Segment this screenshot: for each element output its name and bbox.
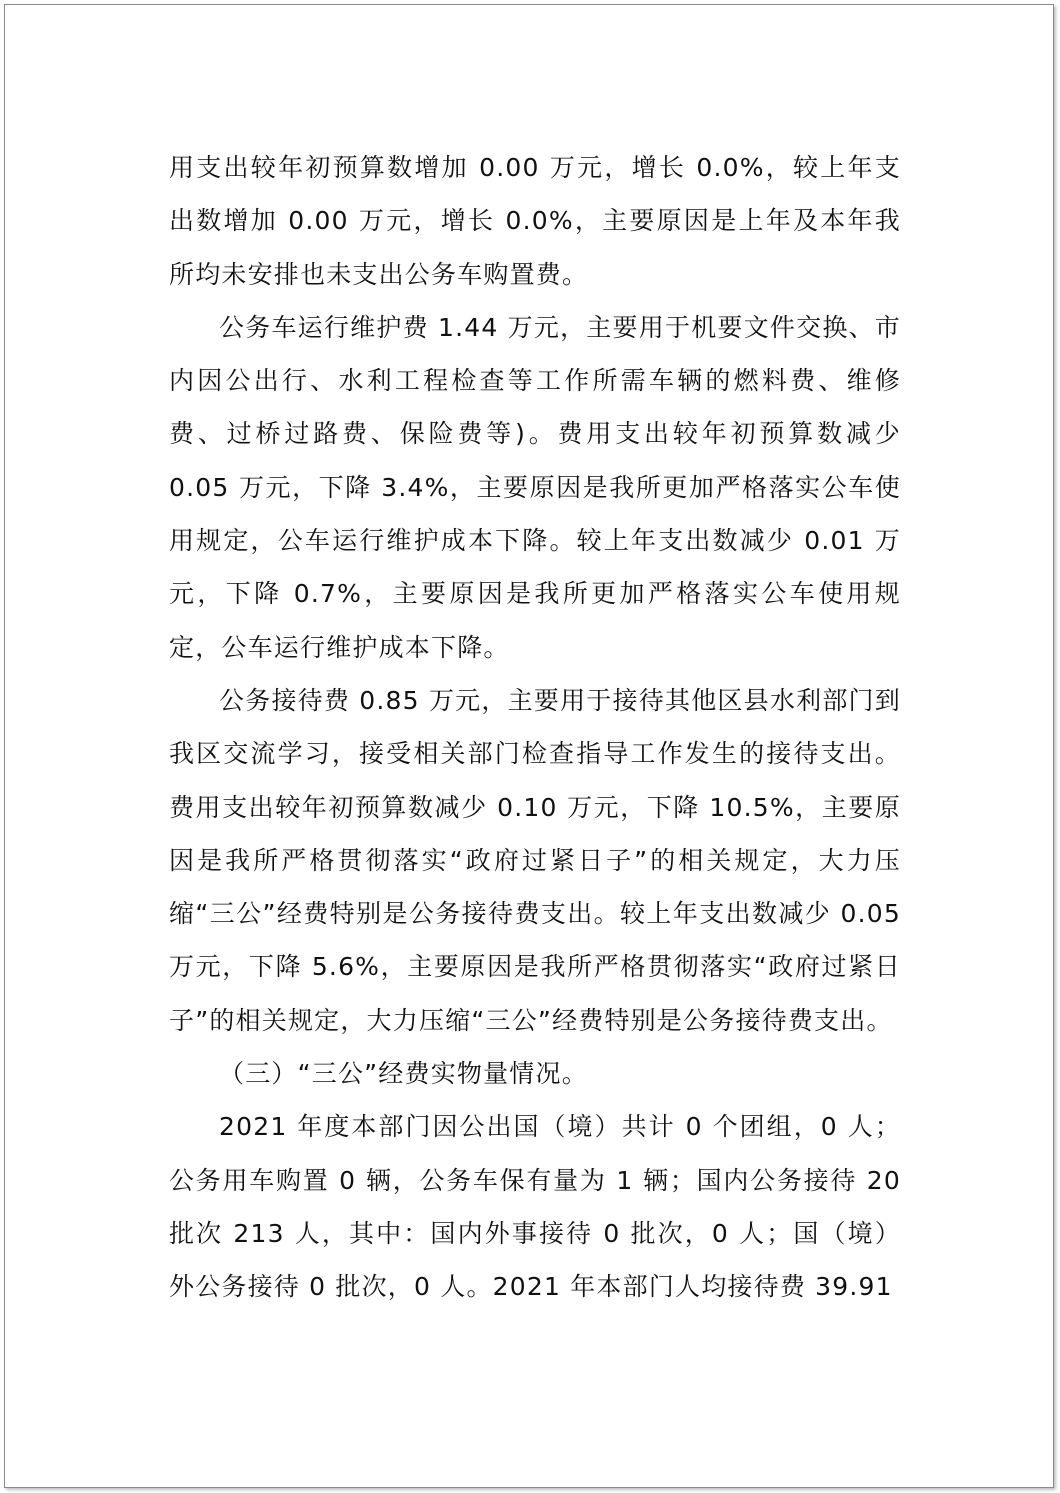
section-heading-physical-quantity: （三）“三公”经费实物量情况。 [219, 1059, 588, 1089]
paragraph-physical-quantity: 2021 年度本部门因公出国（境）共计 0 个团组，0 人；公务用车购置 0 辆，公务车保有量为 1 辆；国内公务接待 20 批次 213 人，其中：国内外事接待 0 批次，0 人；国（境）外公务接待 0 批次，0 人。2021 年本部门人均接待费 39.91 [169, 1112, 901, 1302]
paragraph-vehicle-maintenance: 公务车运行维护费 1.44 万元，主要用于机要文件交换、市内因公出行、水利工程检查等工作所需车辆的燃料费、维修费、过桥过路费、保险费等)。费用支出较年初预算数减少 0.05 万元，下降 3.4%，主要原因是我所更加严格落实公车使用规定，公车运行维护成本下降。较上年支出数减少 0.01 万元，下降 0.7%，主要原因是我所更加严格落实公车使用规定，公车运行维护成本下降。 [169, 312, 901, 662]
document-page [4, 4, 1054, 1488]
document-body [169, 141, 901, 1314]
paragraph-vehicle-purchase: 用支出较年初预算数增加 0.00 万元，增长 0.0%，较上年支出数增加 0.00 万元，增长 0.0%，主要原因是上年及本年我所均未安排也未支出公务车购置费。 [169, 153, 901, 289]
paragraph-official-reception: 公务接待费 0.85 万元，主要用于接待其他区县水利部门到我区交流学习，接受相关部门检查指导工作发生的接待支出。费用支出较年初预算数减少 0.10 万元，下降 10.5%，主要原因是我所严格贯彻落实“政府过紧日子”的相关规定，大力压缩“三公”经费特别是公务接待费支出。较上年支出数减少 0.05 万元，下降 5.6%，主要原因是我所严格贯彻落实“政府过紧日子”的相关规定，大力压缩“三公”经费特别是公务接待费支出。 [169, 685, 901, 1035]
